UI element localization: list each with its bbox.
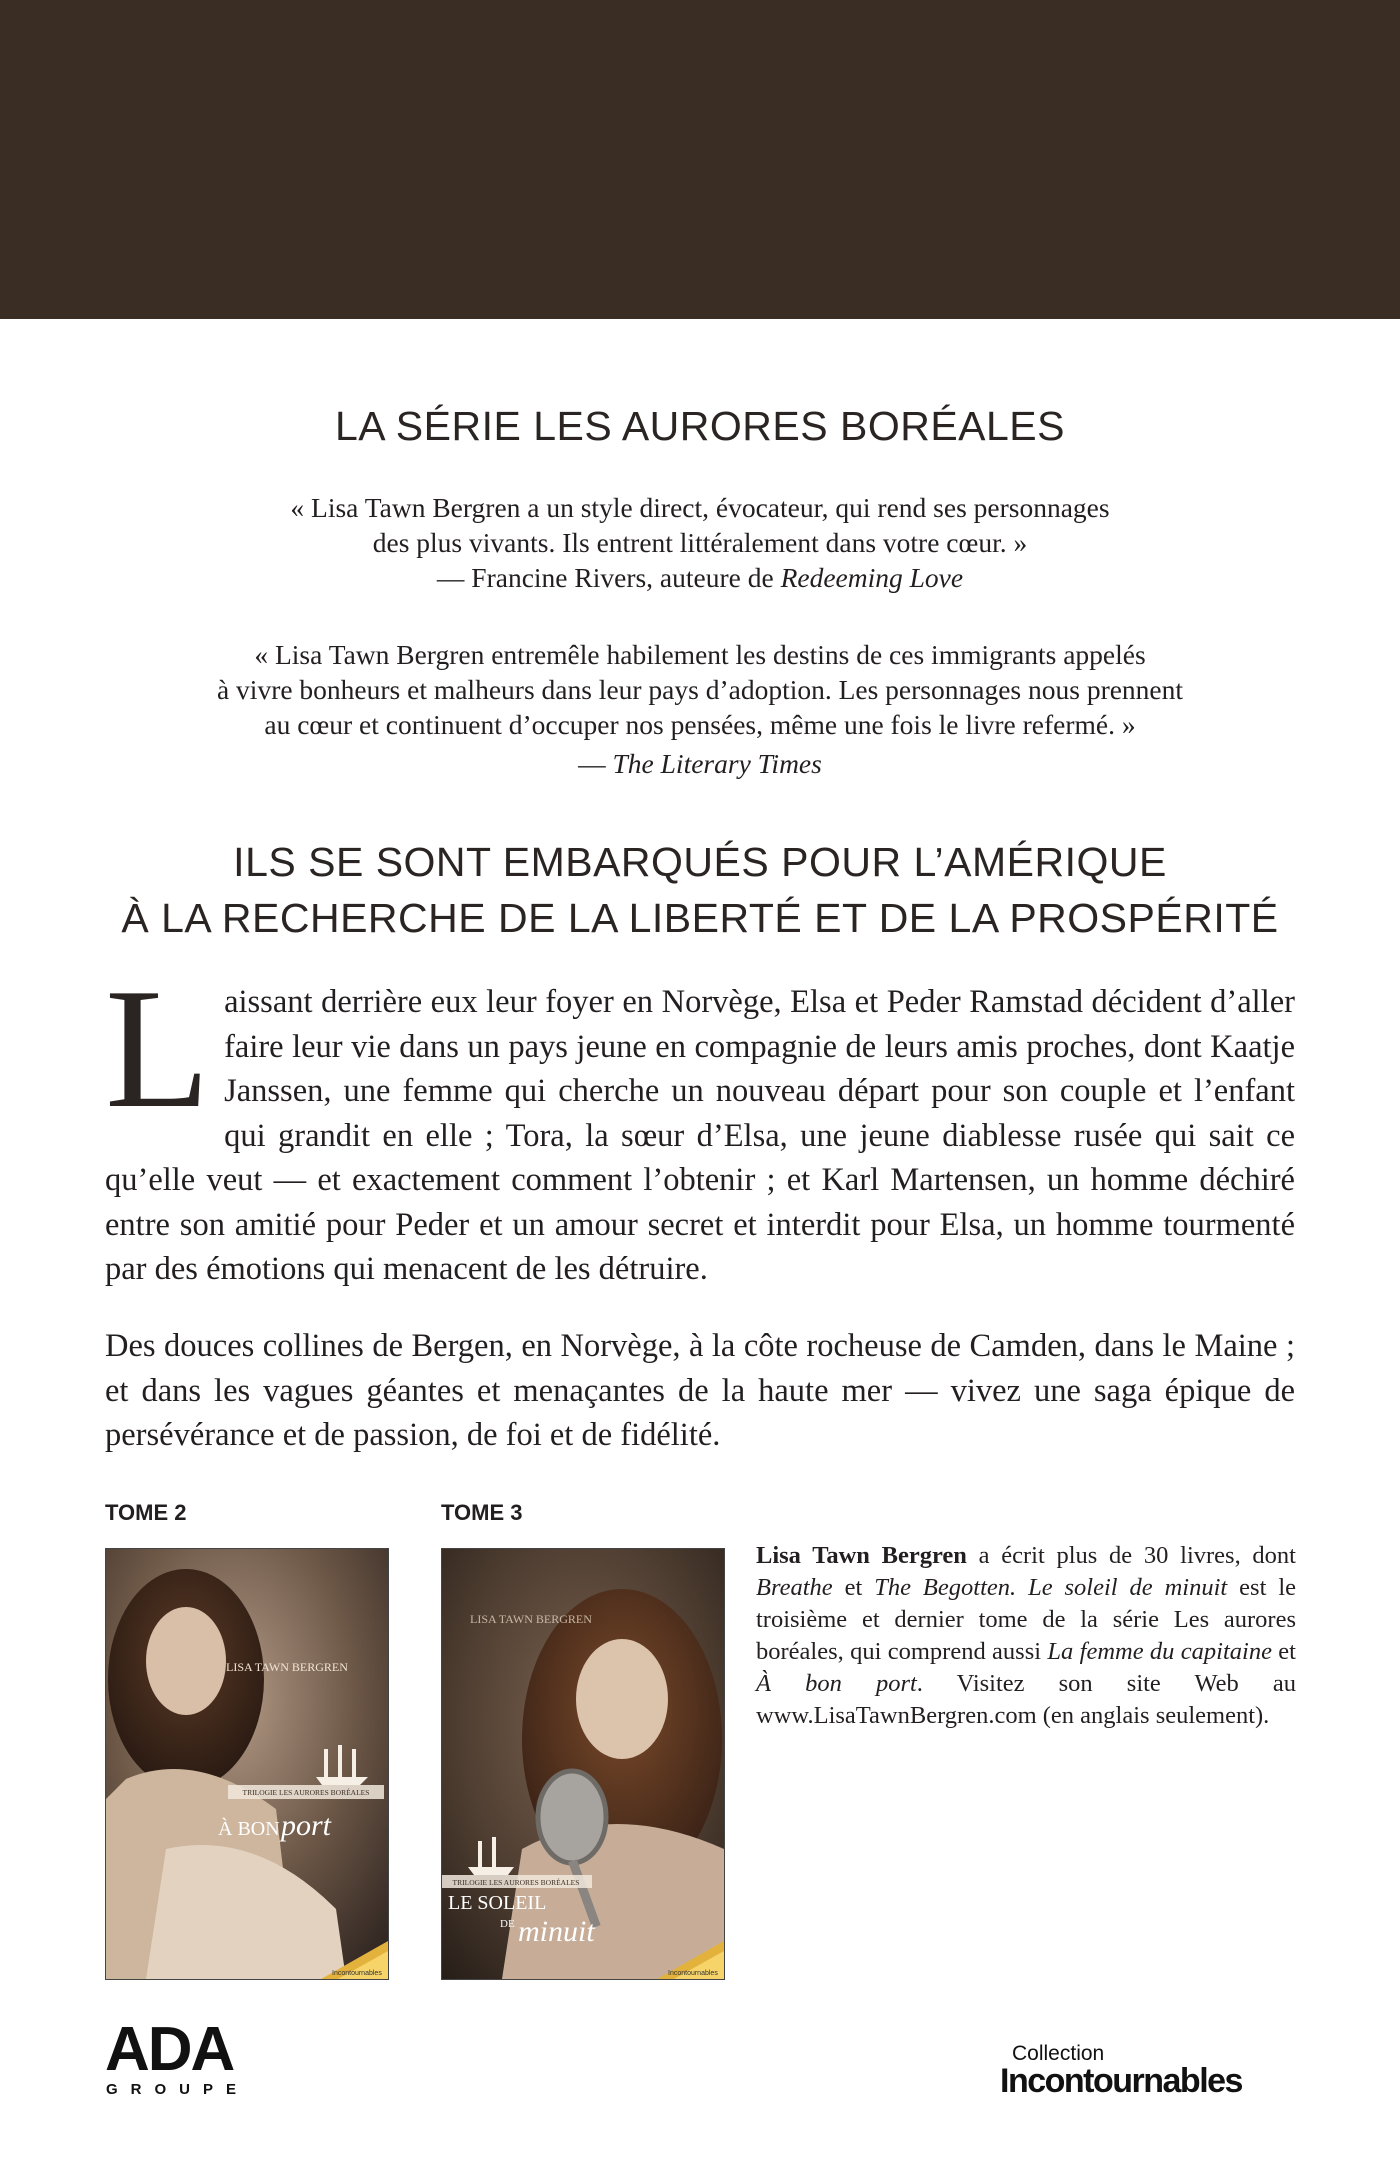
cover-title-script: minuit xyxy=(518,1915,595,1948)
series-heading: LA SÉRIE LES AURORES BORÉALES xyxy=(334,403,1066,449)
ada-logo-text: ADA xyxy=(105,2018,234,2084)
cover-title-script: port xyxy=(281,1809,332,1842)
cover-title-de: DE xyxy=(500,1918,515,1930)
quote-line: « Lisa Tawn Bergren a un style direct, évocateur, qui rend ses personnages xyxy=(290,492,1110,523)
book-cover-tome-3 xyxy=(441,1548,725,1980)
collection-logo-line2: Incontournables xyxy=(1000,2062,1242,2098)
author-bio: Lisa Tawn Bergren a écrit plus de 30 livres, dont Breathe et The Begotten. Le soleil de minuit est le troisième et dernier tome de la série Les aurores boréales, qui comprend aussi La femme du capitaine et À bon port. Visitez son site Web au www.LisaTawnBergren.com (en anglais seulement). xyxy=(756,1542,1296,1729)
quote-line: au cœur et continuent d’occuper nos pensées, même une fois le livre refermé. » xyxy=(264,709,1136,740)
mirror xyxy=(538,1771,606,1863)
tome-3-label: TOME 3 xyxy=(441,1500,523,1525)
top-color-band xyxy=(0,0,1400,319)
cover-imprint: Incontournables xyxy=(668,1970,718,1977)
tagline xyxy=(0,834,1400,946)
ada-groupe-logo xyxy=(105,2018,255,2096)
groupe-logo-text: GROUPE xyxy=(106,2081,250,2096)
cover-title-small: LE SOLEIL xyxy=(448,1892,547,1914)
cover-author: LISA TAWN BERGREN xyxy=(470,1612,592,1626)
tagline-line: ILS SE SONT EMBARQUÉS POUR L’AMÉRIQUE xyxy=(233,839,1167,885)
quote-literary-times xyxy=(100,637,1300,781)
cover-series-text: TRILOGIE LES AURORES BORÉALES xyxy=(452,1878,580,1887)
cover-imprint: Incontournables xyxy=(332,1970,382,1977)
book-cover-tome-2 xyxy=(105,1548,389,1980)
quote-francine-rivers xyxy=(100,490,1300,595)
tagline-line: À LA RECHERCHE DE LA LIBERTÉ ET DE LA PROSPÉRITÉ xyxy=(121,895,1279,941)
quote-line: « Lisa Tawn Bergren entremêle habilement les destins de ces immigrants appelés xyxy=(254,639,1146,670)
collection-incontournables-logo xyxy=(1000,2038,1300,2098)
cover-author: LISA TAWN BERGREN xyxy=(226,1660,348,1674)
cover-series-text: TRILOGIE LES AURORES BORÉALES xyxy=(242,1788,370,1797)
quote-attribution: — Francine Rivers, auteure de Redeeming Love xyxy=(436,562,964,593)
quote-line: à vivre bonheurs et malheurs dans leur pays d’adoption. Les personnages nous prennent xyxy=(216,674,1184,705)
cover-title-small: À BON xyxy=(218,1818,280,1840)
drop-cap: L xyxy=(105,954,211,1144)
quote-line: des plus vivants. Ils entrent littéralement dans votre cœur. » xyxy=(372,527,1028,558)
collection-logo-line1: Collection xyxy=(1012,2042,1105,2065)
quote-attribution: — The Literary Times xyxy=(578,748,822,779)
synopsis-paragraph: Laissant derrière eux leur foyer en Norvège, Elsa et Peder Ramstad décident d’aller faire leur vie dans un pays jeune en compagnie de leurs amis proches, dont Kaatje Janssen, une femme qui cherche un nouveau départ pour son couple et l’enfant qui grandit en elle ; Tora, la sœur d’Elsa, une jeune diablesse rusée qui sait ce qu’elle veut — et exactement comment l’obtenir ; et Karl Martensen, un homme déchiré entre son amitié pour Peder et un amour secret et interdit pour Elsa, un homme tourmenté par des émotions qui menacent de les détruire. xyxy=(105,954,1295,1287)
closing-paragraph: Des douces collines de Bergen, en Norvège, à la côte rocheuse de Camden, dans le Maine ; et dans les vagues géantes et menaçantes de la haute mer — vivez une saga épique de persévérance et de passion, de foi et de fidélité. xyxy=(105,1328,1295,1453)
tome-2-label: TOME 2 xyxy=(105,1500,187,1525)
